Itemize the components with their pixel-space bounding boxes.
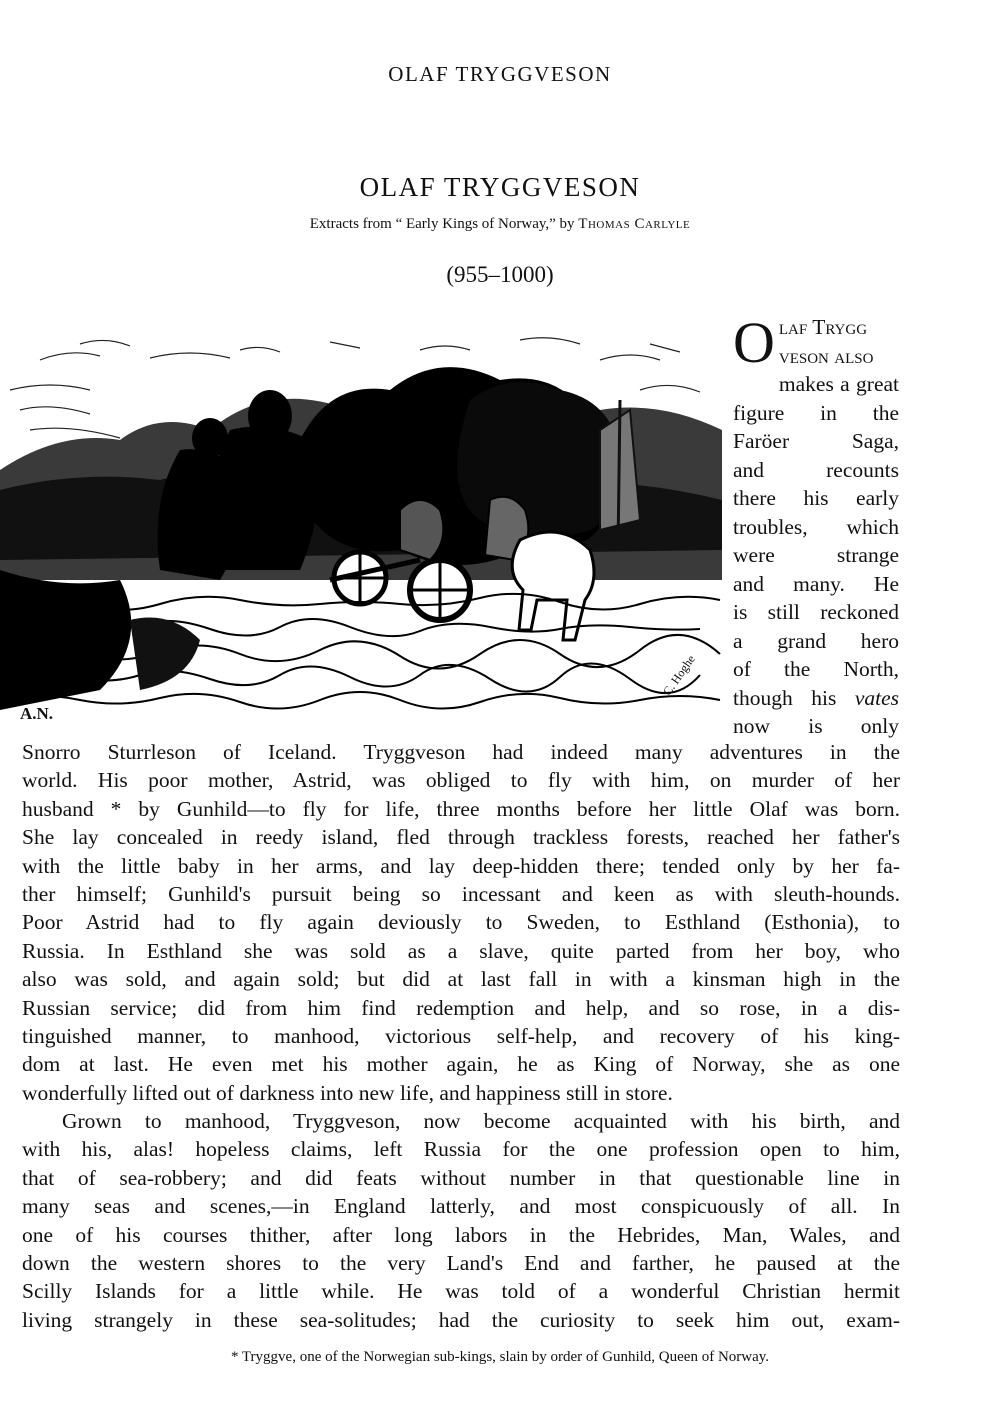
paragraph-2-line: with his, alas! hopeless claims, left Russia for the one profession open to him, (22, 1137, 900, 1162)
side-line: of the North, (733, 657, 899, 681)
paragraph-1-line: world. His poor mother, Astrid, was obliged to fly with him, on murder of her (22, 768, 900, 793)
article-subtitle (0, 216, 1000, 233)
paragraph-1-line: tinguished manner, to manhood, victorious self-help, and recovery of his king- (22, 1023, 900, 1048)
side-line: is still reckoned (733, 600, 899, 624)
running-head: OLAF TRYGGVESON (388, 62, 612, 86)
paragraph-2-line: many seas and scenes,—in England latterly, and most conspicuously of all. In (22, 1194, 900, 1219)
side-column-text (733, 310, 899, 741)
paragraph-1-line: Russian service; did from him find redemption and help, and so rose, in a dis- (22, 995, 900, 1020)
paragraph-1-line: also was sold, and again sold; but did at last fall in with a kinsman high in the (22, 967, 900, 992)
paragraph-1-line: dom at last. He even met his mother again, he as King of Norway, she as one (22, 1052, 900, 1077)
side-line: troubles, which (733, 514, 899, 539)
paragraph-2-line: living strangely in these sea-solitudes; had the curiosity to seek him out, exam- (22, 1307, 900, 1332)
subtitle-author: Thomas Carlyle (578, 216, 691, 232)
article-title: OLAF TRYGGVESON (359, 172, 641, 202)
side-line: there his early (733, 486, 899, 510)
paragraph-2-line: down the western shores to the very Land's End and farther, he paused at the (22, 1251, 900, 1276)
side-line: makes a great (778, 372, 899, 396)
side-line: Faröer Saga, (733, 429, 899, 453)
paragraph-2-line: that of sea-robbery; and did feats without number in that questionable line in (22, 1165, 900, 1190)
side-line-last: now is only (733, 714, 899, 738)
paragraph-2-line: Grown to manhood, Tryggveson, now become acquainted with his birth, and (62, 1109, 900, 1134)
paragraph-1-line: with the little baby in her arms, and lay deep-hidden there; tended only by her fa- (22, 853, 900, 878)
illustration-signature-right: C. Hoghe (660, 652, 698, 699)
side-line: figure in the (733, 400, 899, 425)
life-dates: (955–1000) (446, 262, 554, 287)
footnote: * Tryggve, one of the Norwegian sub-kings, slain by order of Gunhild, Queen of Norway. (230, 1349, 770, 1365)
side-line: and many. He (733, 571, 899, 596)
paragraph-1-line: Snorro Sturrleson of Iceland. Tryggveson had indeed many adventures in the (22, 740, 900, 764)
paragraph-2-line: one of his courses thither, after long labors in the Hebrides, Man, Wales, and (22, 1222, 900, 1247)
body-text (22, 738, 900, 1334)
paragraph-1-line: ther himself; Gunhild's pursuit being so incessant and keen as with sleuth-hounds. (22, 881, 900, 906)
side-line: were strange (733, 543, 899, 567)
side-line-vates (733, 684, 899, 713)
side-line-1: laf Trygg (778, 315, 868, 339)
paragraph-1-line: She lay concealed in reedy island, fled through trackless forests, reached her father's (22, 825, 900, 850)
paragraph-1-line: husband * by Gunhild—to fly for life, three months before her little Olaf was born. (22, 796, 900, 821)
drop-cap: O (733, 310, 775, 375)
paragraph-1-line: Russia. In Esthland she was sold as a slave, quite parted from her boy, who (22, 938, 900, 963)
paragraph-2-line: Scilly Islands for a little while. He was told of a wonderful Christian hermit (22, 1279, 900, 1304)
illustration-olaf-on-shore (0, 320, 722, 732)
paragraph-1-line: wonderfully lifted out of darkness into new life, and happiness still in store. (22, 1080, 673, 1105)
paragraph-1-line: Poor Astrid had to fly again deviously to Sweden, to Esthland (Esthonia), to (22, 910, 900, 935)
illustration-signature-left: A.N. (20, 704, 54, 723)
vates-word: vates (854, 685, 899, 710)
vates-prefix: though his (733, 685, 855, 710)
side-line-2: veson also (778, 343, 874, 368)
side-line: and recounts (733, 457, 899, 482)
side-line: a grand hero (733, 628, 899, 653)
subtitle-prefix: Extracts from “ Early Kings of Norway,” by (309, 216, 579, 232)
